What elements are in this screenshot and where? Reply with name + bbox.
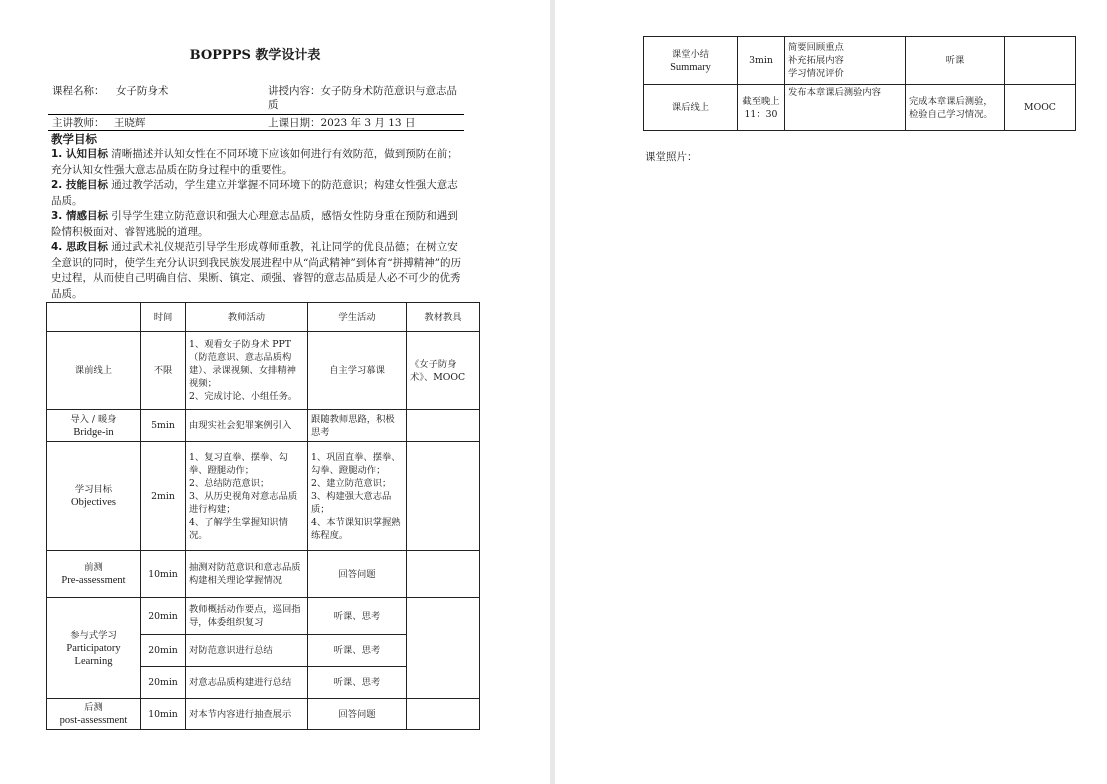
- date-value: 2023 年 3 月 13 日: [320, 117, 416, 129]
- stage-cell: [47, 699, 141, 730]
- stage-en: Summary: [670, 61, 711, 73]
- stage-en: Bridge-in: [73, 426, 114, 438]
- stage-cn: 前测: [84, 562, 103, 573]
- objectives-list: [51, 147, 463, 302]
- time-cell: 20min: [141, 598, 186, 635]
- class-photo-label: 课堂照片：: [645, 151, 698, 163]
- student-activity-cell: 1、巩固直拳、摆拳、勾拳、蹬腿动作； 2、建立防范意识； 3、构建强大意志品质； 4、本节课知识掌握熟练程度。: [308, 442, 407, 551]
- document-page-1: [0, 0, 550, 784]
- objective-text: 通过教学活动，学生建立并掌握不同环境下的防范意识；构建女性强大意志品质。: [51, 179, 458, 207]
- student-activity-cell: 听课、思考: [308, 667, 407, 699]
- date-label: 上课日期：: [268, 117, 321, 129]
- stage-en: Objectives: [71, 497, 116, 508]
- student-activity-cell: 听课、思考: [308, 635, 407, 667]
- teacher-activity-cell: 教师概括动作要点，巡回指导，体委组织复习: [186, 598, 308, 635]
- stage-cn: 后测: [84, 702, 103, 713]
- objective-item: [51, 240, 463, 302]
- objective-text: 引导学生建立防范意识和强大心理意志品质，感悟女性防身重在预防和遇到险情积极面对、睿智逃脱的道理。: [51, 210, 458, 238]
- objective-item: [51, 209, 463, 240]
- time-cell: 不限: [141, 332, 186, 410]
- material-cell: [407, 442, 480, 551]
- teacher-activity-cell: 对防范意识进行总结: [186, 635, 308, 667]
- stage-cn: 参与式学习: [70, 629, 117, 641]
- table-row: [644, 37, 1076, 85]
- objective-item: [51, 147, 463, 178]
- material-cell: MOOC: [1005, 85, 1076, 131]
- teacher-activity-cell: 发布本章课后测验内容: [785, 85, 906, 131]
- stage-cell: 课前线上: [47, 332, 141, 410]
- objective-text: 通过武术礼仪规范引导学生形成尊师重教，礼让同学的优良品德；在树立安全意识的同时，使学生充分认识到我民族发展进程中从“尚武精神”到体育“拼搏精神”的历史过程，从而使自己明确自信、果断、镇定、顽强、睿智的意志品质是人必不可少的优秀品质。: [51, 241, 461, 300]
- table-row: [47, 699, 480, 730]
- header-cell: 时间: [141, 303, 186, 332]
- teacher-value: 王晓辉: [113, 117, 146, 129]
- stage-cn: 课堂小结: [671, 48, 710, 60]
- material-cell: [407, 551, 480, 598]
- material-cell: [1005, 37, 1076, 85]
- stage-cell: [47, 598, 141, 699]
- stage-cn: 导入 / 暖身: [70, 413, 117, 425]
- stage-en: post-assessment: [59, 715, 128, 726]
- material-cell: [407, 699, 480, 730]
- material-cell: [407, 410, 480, 442]
- document-page-2: [555, 0, 1107, 784]
- class-date: [268, 116, 415, 130]
- objective-head: 1. 认知目标: [51, 148, 108, 160]
- objective-text: 清晰描述并认知女性在不同环境下应该如何进行有效防范，做到预防在前；充分认知女性强大意志品质在防身过程中的重要性。: [51, 148, 458, 176]
- stage-cn: 学习目标: [74, 484, 113, 495]
- time-cell: 10min: [141, 551, 186, 598]
- table-row: [644, 85, 1076, 131]
- table-row: [47, 410, 480, 442]
- lecture-content: [268, 84, 463, 112]
- lecture-content-value: 女子防身术防范意识与意志品质: [268, 85, 457, 111]
- teacher-activity-cell: 由现实社会犯罪案例引入: [186, 410, 308, 442]
- course-name-label: 课程名称：: [52, 85, 105, 97]
- teacher-activity-cell: 1、观看女子防身术 PPT（防范意识、意志品质构建）、录课视频、女排精神视频； 2、完成讨论、小组任务。: [186, 332, 308, 410]
- header-cell: 教师活动: [186, 303, 308, 332]
- teacher-activity-cell: 对本节内容进行抽查展示: [186, 699, 308, 730]
- objective-item: [51, 178, 463, 209]
- teacher-info: [52, 116, 145, 130]
- stage-cell: [644, 37, 738, 85]
- teacher-activity-cell: 1、复习直拳、摆拳、勾拳、蹬腿动作； 2、总结防范意识； 3、从历史视角对意志品质进行构建； 4、了解学生掌握知识情况。: [186, 442, 308, 551]
- header-cell: 学生活动: [308, 303, 407, 332]
- stage-cell: [47, 410, 141, 442]
- course-name: [52, 84, 168, 98]
- time-cell: 3min: [738, 37, 785, 85]
- time-cell: 5min: [141, 410, 186, 442]
- table-row: [47, 442, 480, 551]
- time-cell: 截至晚上 11：30: [738, 85, 785, 131]
- table-row: [47, 598, 480, 635]
- stage-en: Pre-assessment: [61, 575, 126, 586]
- objective-head: 3. 情感目标: [51, 210, 108, 222]
- header-cell: 教材教具: [407, 303, 480, 332]
- document-title: BOPPPS 教学设计表: [189, 48, 321, 63]
- stage-en: Participatory Learning: [66, 642, 121, 667]
- objective-head: 4. 思政目标: [51, 241, 108, 253]
- material-cell: [407, 598, 480, 699]
- lesson-table-continued: [643, 36, 1076, 131]
- student-activity-cell: 听课、思考: [308, 598, 407, 635]
- objective-head: 2. 技能目标: [51, 179, 108, 191]
- header-cell: [47, 303, 141, 332]
- student-activity-cell: 跟随教师思路，积极思考: [308, 410, 407, 442]
- teacher-activity-cell: 抽测对防范意识和意志品质构建相关理论掌握情况: [186, 551, 308, 598]
- teacher-activity-cell: 对意志品质构建进行总结: [186, 667, 308, 699]
- header-rule-bottom: [48, 130, 464, 131]
- stage-cell: [47, 551, 141, 598]
- time-cell: 20min: [141, 667, 186, 699]
- table-header-row: [47, 303, 480, 332]
- teacher-activity-cell: 简要回顾重点 补充拓展内容 学习情况评价: [785, 37, 906, 85]
- student-activity-cell: 自主学习慕课: [308, 332, 407, 410]
- material-cell: 《女子防身术》、MOOC: [407, 332, 480, 410]
- course-name-value: 女子防身术: [115, 85, 169, 97]
- teacher-label: 主讲教师：: [52, 117, 105, 129]
- table-row: [47, 332, 480, 410]
- time-cell: 20min: [141, 635, 186, 667]
- time-cell: 2min: [141, 442, 186, 551]
- student-activity-cell: 回答问题: [308, 551, 407, 598]
- student-activity-cell: 听课: [906, 37, 1005, 85]
- stage-cell: [47, 442, 141, 551]
- lecture-content-label: 讲授内容：: [268, 85, 321, 97]
- student-activity-cell: 完成本章课后测验，检验自己学习情况。: [906, 85, 1005, 131]
- table-row: [47, 551, 480, 598]
- stage-cell: 课后线上: [644, 85, 738, 131]
- header-rule-top: [48, 114, 464, 115]
- student-activity-cell: 回答问题: [308, 699, 407, 730]
- lesson-table: [46, 302, 480, 730]
- objectives-heading: 教学目标: [51, 132, 97, 146]
- time-cell: 10min: [141, 699, 186, 730]
